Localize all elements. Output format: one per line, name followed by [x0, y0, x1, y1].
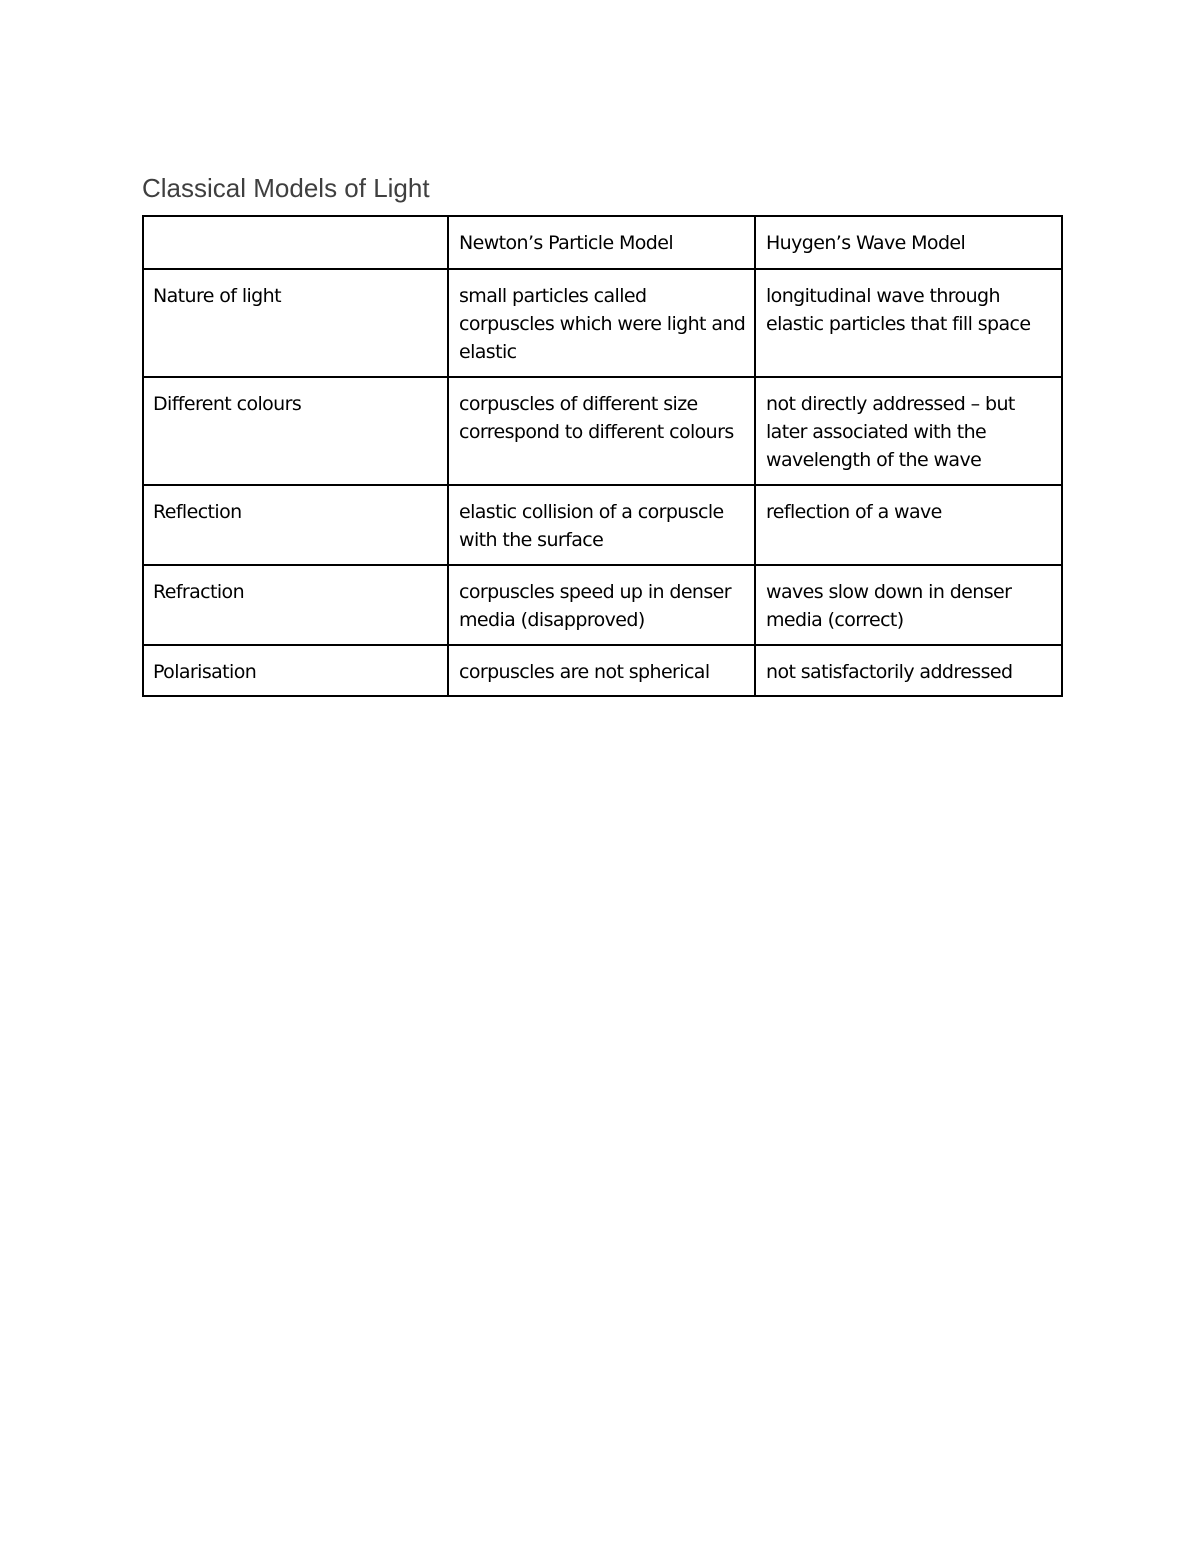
newton-cell: corpuscles of different size correspond to different colours: [448, 377, 755, 485]
huygens-cell: not directly addressed – but later associated with the wavelength of the wave: [755, 377, 1062, 485]
table-row: [143, 269, 1062, 377]
huygens-cell: reflection of a wave: [755, 485, 1062, 565]
huygens-cell: longitudinal wave through elastic particles that fill space: [755, 269, 1062, 377]
table-row: [143, 565, 1062, 645]
table-row: [143, 645, 1062, 696]
document-title: Classical Models of Light: [142, 173, 430, 203]
newton-cell: corpuscles speed up in denser media (disapproved): [448, 565, 755, 645]
newton-cell: elastic collision of a corpuscle with the surface: [448, 485, 755, 565]
comparison-table: [142, 215, 1063, 697]
row-label-cell: Reflection: [143, 485, 448, 565]
table-row: [143, 485, 1062, 565]
huygens-cell: not satisfactorily addressed: [755, 645, 1062, 696]
row-label-cell: Refraction: [143, 565, 448, 645]
table-row: [143, 377, 1062, 485]
huygens-cell: waves slow down in denser media (correct): [755, 565, 1062, 645]
table-header-row: [143, 216, 1062, 269]
row-label-cell: Polarisation: [143, 645, 448, 696]
header-cell-huygens: Huygen’s Wave Model: [755, 216, 1062, 269]
header-cell-newton: Newton’s Particle Model: [448, 216, 755, 269]
newton-cell: small particles called corpuscles which were light and elastic: [448, 269, 755, 377]
newton-cell: corpuscles are not spherical: [448, 645, 755, 696]
header-cell-empty: [143, 216, 448, 269]
row-label-cell: Different colours: [143, 377, 448, 485]
row-label-cell: Nature of light: [143, 269, 448, 377]
